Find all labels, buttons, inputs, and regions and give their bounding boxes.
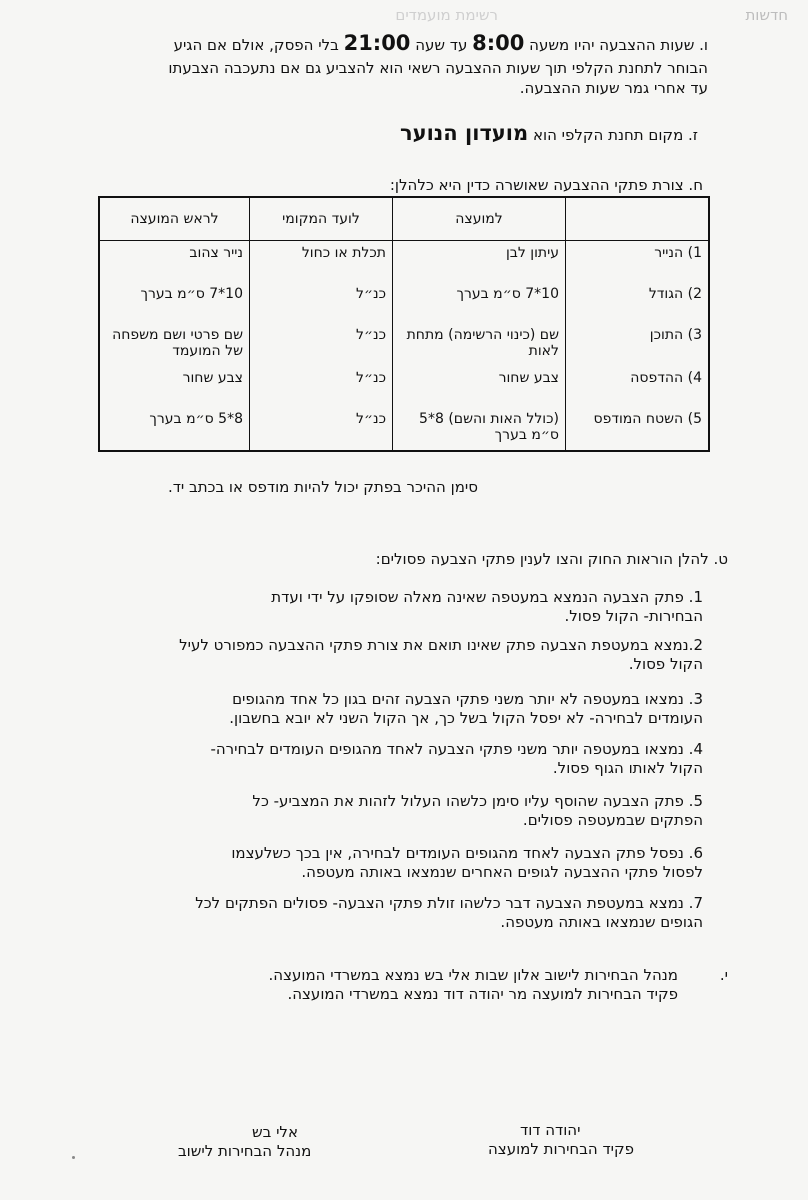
table-header-cell: לראש המועצה — [99, 197, 250, 241]
para-9-item-1: 1. פתק הצבעה הנמצא במעטפה שאינה מאלה שסופקו על ידי ועדת — [271, 588, 703, 606]
table-cell: כנ״ל — [250, 366, 393, 407]
table-cell: 3) התוכן — [566, 323, 710, 366]
table-cell: 2) הגודל — [566, 282, 710, 323]
para-9-item-3-cont: העומדים לבחירה- לא יפסל הקול בשל כך, אך הקול השני לא יובא בחשבון. — [229, 709, 703, 727]
para-6-line-1: ו. שעות ההצבעה יהיו משעה 8:00 עד שעה 21:00 בלי הפסק, אולם אם הגיע — [173, 31, 708, 55]
table-row — [99, 366, 709, 407]
para-9-item-4: 4. נמצאו במעטפה יותר משני פתקי הצבעה לאחד מהגופים העומדים לבחירה- — [210, 740, 703, 758]
signature-left-title: מנהל הבחירות לישוב — [178, 1142, 312, 1160]
para-9-item-5: 5. פתק הצבעה שהוסף עליו סימן כלשהו העלול לזהות את המצביע- כל — [252, 792, 703, 810]
para-9-heading: ט. להלן הוראות החוק והצו לענין פתקי הצבעה פסולים: — [375, 550, 728, 568]
stray-mark — [72, 1156, 75, 1159]
table-cell: 4) ההדפסה — [566, 366, 710, 407]
para-10-label: י. — [719, 966, 728, 984]
table-cell: 8*5 ס״מ בערך — [99, 407, 250, 451]
table-cell: כנ״ל — [250, 407, 393, 451]
para-9-item-2-cont: הקול פסול. — [628, 655, 703, 673]
table-header-cell: למועצה — [393, 197, 566, 241]
table-cell: 10*7 ס״מ בערך — [393, 282, 566, 323]
para-9-item-6-cont: לפסול פתקי ההצבעה לגופים האחרים שנמצאו באותה מעטפה. — [301, 863, 703, 881]
table-cell: כנ״ל — [250, 282, 393, 323]
para-9-item-7: 7. נמצא במעטפת הצבעה דבר כלשהו זולת פתקי הצבעה- פסולים הפתקים לכל — [195, 894, 703, 912]
para-9-item-2: 2.נמצא במעטפת הצבעה פתק שאינו תואם את צורת פתקי ההצבעה כמפורט לעיל — [179, 636, 703, 654]
signature-right-title: פקיד הבחירות למועצה — [488, 1140, 635, 1158]
table-cell: צבע שחור — [99, 366, 250, 407]
table-cell: כנ״ל — [250, 323, 393, 366]
table-row — [99, 282, 709, 323]
para-6-line-2: הבוחר לתחנת הקלפי תוך שעות ההצבעה רשאי הוא להצביע גם אם נתעכבה הצבעתו — [168, 59, 708, 77]
table-cell: (כולל האות והשם) 8*5 ס״מ בערך — [393, 407, 566, 451]
bleed-text: חדשות — [745, 6, 788, 24]
signature-left-name: אלי בש — [252, 1123, 298, 1141]
table-header-cell — [566, 197, 710, 241]
table-cell: שם (כינוי הרשימה) מתחת לאות — [393, 323, 566, 366]
para-9-item-6: 6. נפסל פתק הצבעה לאחד מהגופים העומדים לבחירה, אין בכך כשלעצמו — [231, 844, 703, 862]
para-9-item-1-cont: הבחירות- הקול פסול. — [564, 607, 703, 625]
table-note: סימן ההיכר בפתק יכול להיות מודפס או בכתב יד. — [167, 478, 478, 496]
para-9-item-3: 3. נמצאו במעטפה לא יותר משני פתקי הצבעה זהים בגון כל אחד מהגופים — [232, 690, 703, 708]
para-10-line-1: מנהל הבחירות לישוב אלון שבות אלי בש נמצא במשרדי המועצה. — [268, 966, 678, 984]
table-cell: עיתון לבן — [393, 241, 566, 282]
table-cell: 10*7 ס״מ בערך — [99, 282, 250, 323]
para-10-line-2: פקיד הבחירות למועצה מר יהודה דוד נמצא במשרדי המועצה. — [287, 985, 678, 1003]
table-row — [99, 241, 709, 282]
table-header-cell: לועד המקומי — [250, 197, 393, 241]
table-cell: 5) השטח המודפס — [566, 407, 710, 451]
ballot-form-table — [98, 196, 710, 452]
table-cell: שם פרטי ושם משפחה של המועמד — [99, 323, 250, 366]
table-header-row — [99, 197, 709, 241]
para-9-item-7-cont: הגופים שנמצאו באותה מעטפה. — [500, 913, 703, 931]
table-row — [99, 407, 709, 451]
para-9-item-4-cont: הקול לאותו הגוף פסול. — [552, 759, 703, 777]
signature-right-name: יהודה דוד — [520, 1121, 581, 1139]
table-row — [99, 323, 709, 366]
para-9-item-5-cont: הפתקים שבמעטפה פסולים. — [522, 811, 703, 829]
para-6-line-3: עד אחרי גמר שעות ההצבעה. — [519, 79, 708, 97]
bleed-text: רשימת מועמדים — [395, 6, 498, 24]
table-cell: צבע שחור — [393, 366, 566, 407]
para-8: ח. צורת פתקי ההצבעה שאושרה כדין היא כלהלן: — [389, 176, 703, 194]
para-7: ז. מקום תחנת הקלפי הוא מועדון הנוער — [399, 121, 698, 145]
table-cell: תכלת או כחול — [250, 241, 393, 282]
table-cell: 1) הנייר — [566, 241, 710, 282]
table-cell: נייר צהוב — [99, 241, 250, 282]
